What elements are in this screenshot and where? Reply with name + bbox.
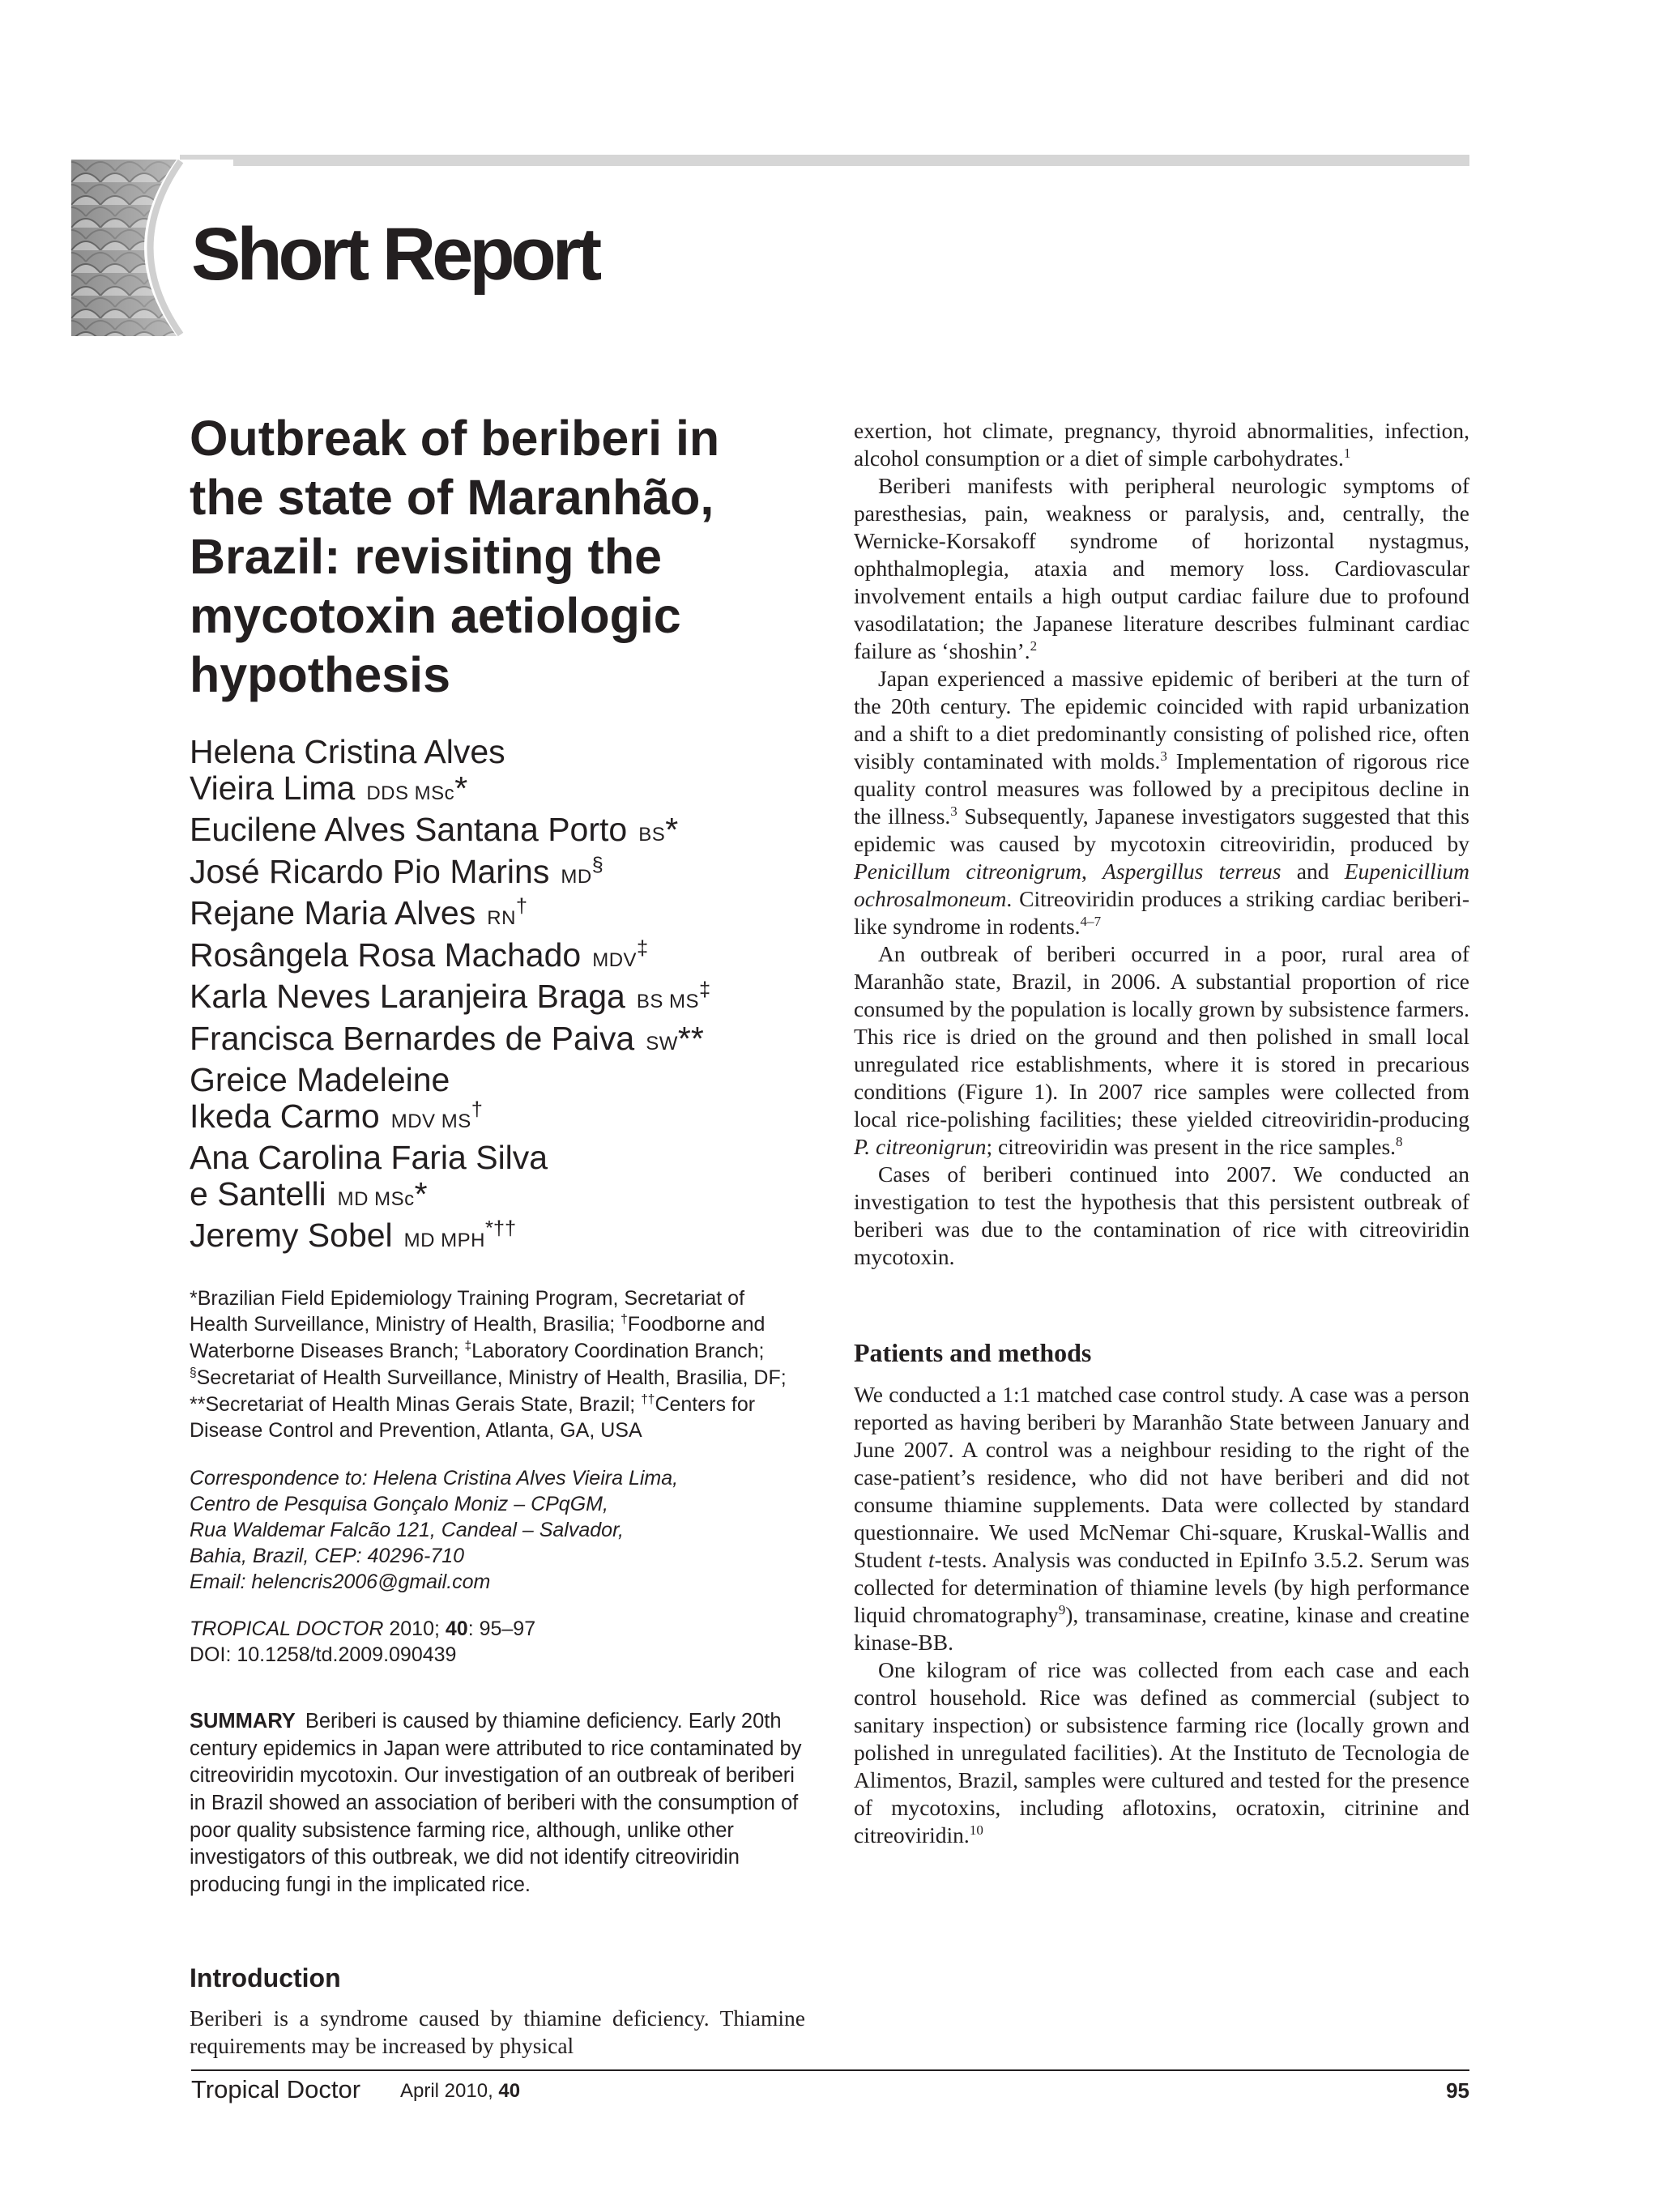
reference-mark: 8 <box>1396 1133 1403 1149</box>
reference-mark: 9 <box>1058 1601 1066 1617</box>
author-degree: SW <box>646 1032 678 1055</box>
footer-issue-date: April 2010, <box>400 2080 499 2102</box>
footer-issue <box>400 2080 520 2103</box>
left-column <box>190 409 805 2060</box>
affiliation-text: Foodborne and Waterborne Diseases Branch; <box>190 1313 766 1363</box>
author-mark: ‡ <box>699 978 711 1001</box>
author-line <box>190 1021 805 1063</box>
body-paragraph <box>854 417 1469 472</box>
paragraph-text: Implementation of rigorous rice quality control measures was followed by a precipitous decline in the illness. <box>854 748 1469 829</box>
footer-rule <box>191 2069 1469 2071</box>
reference-mark: 2 <box>1030 637 1038 654</box>
introduction-text: Beriberi is a syndrome caused by thiamine deficiency. Thiamine requirements may be increased by physical <box>190 2005 805 2059</box>
citation-year: 2010; <box>389 1617 440 1641</box>
author-list <box>190 734 805 1259</box>
reference-mark: 10 <box>969 1822 983 1838</box>
methods-body <box>854 1381 1469 1849</box>
species-name: P. citreonigrun <box>854 1134 987 1159</box>
author-mark: * <box>665 811 679 848</box>
author-degree: MDV <box>592 948 638 971</box>
affiliation-text: Secretariat of Health Surveillance, Ministry of Health, Brasilia, DF; **Secretariat of Health Minas Gerais State, Brazil; <box>190 1366 787 1416</box>
body-paragraph <box>854 1656 1469 1849</box>
body-paragraph: Cases of beriberi continued into 2007. We conducted an investigation to test the hypothesis that this persistent outbreak of beriberi was due to the contamination of rice with citreoviridin mycotoxin. <box>854 1161 1469 1269</box>
body-paragraph <box>854 472 1469 665</box>
correspondence-line: Rua Waldemar Falcão 121, Candeal – Salvador, <box>190 1519 624 1542</box>
author-mark: † <box>515 894 528 918</box>
author-mark: ‡ <box>637 936 649 959</box>
body-paragraph: Japan experienced a massive epidemic of beriberi at the turn of the 20th century. The epidemic coincided with rapid urbanization and a shift to a diet predominantly consisting of polished rice, often visibly contaminated with molds.$^3$ Implementation of rigorous rice quality control measures was followed by a precipitous decline in the illness.$^3$ Subsequently, Japanese investigators suggested that this epidemic was caused by mycotoxin citreoviridin, produced by Penicillum citreonigrum, Aspergillus terreus and Eupenicillium ochrosalmoneum. Citreoviridin produces a striking cardiac beriberi-like syndrome in rodents.$^{4-7}$ <box>854 666 1469 939</box>
footer-issue-volume: 40 <box>498 2080 521 2102</box>
author-line <box>190 1098 805 1140</box>
author-name: Ana Carolina Faria Silva <box>190 1139 548 1176</box>
correspondence-line: Bahia, Brazil, CEP: 40296-710 <box>190 1545 465 1568</box>
author-line <box>190 1140 805 1176</box>
author-degree: MD <box>561 865 592 888</box>
author-line <box>190 1062 805 1098</box>
reference-mark: 4–7 <box>1080 913 1102 929</box>
paragraph-text: One kilogram of rice was collected from each case and each control household. Rice was defined as commercial (subject to sanitary inspection) or subsistence farming rice (locally grown and polished in unregulated facilities). At the Instituto de Tecnologia de Alimentos, Brazil, samples were cultured and tested for the presence of mycotoxins, including aflotoxins, ocratoxin, citrinine and citreoviridin. <box>854 1657 1469 1848</box>
author-degree: BS MS <box>636 991 700 1012</box>
correspondence-email[interactable]: Email: helencris2006@gmail.com <box>190 1571 491 1594</box>
reference-mark: 3 <box>1160 748 1167 764</box>
paragraph-text: Japan experienced a massive epidemic of beriberi at the turn of the 20th century. The epidemic coincided with rapid urbanization and a shift to a diet predominantly consisting of polished rice, often visibly contaminated with molds. <box>854 666 1469 774</box>
correspondence-line: Correspondence to: Helena Cristina Alves Vieira Lima, <box>190 1467 679 1490</box>
reference-mark: 3 <box>950 803 957 819</box>
section-label: Short Report <box>191 213 599 296</box>
paragraph-text: exertion, hot climate, pregnancy, thyroid abnormalities, infection, alcohol consumption or a diet of simple carbohydrates. <box>854 418 1469 471</box>
affiliation-text: *Brazilian Field Epidemiology Training Program, Secretariat of Health Surveillance, Ministry of Health, Brasilia; <box>190 1286 745 1336</box>
header-rule <box>180 155 1469 166</box>
citation-doi[interactable]: DOI: 10.1258/td.2009.090439 <box>190 1643 457 1667</box>
paragraph-text: We conducted a 1:1 matched case control study. A case was a person reported as having beriberi by Maranhão State between January and June 2007. A control was a neighbour residing to the right of the case-patient’s residence, who did not have beriberi and did not consume thiamine supplements. Data were collected by standard questionnaire. We used McNemar Chi-square, Kruskal-Wallis and Student <box>854 1382 1469 1572</box>
affiliation-text: Laboratory Coordination Branch; <box>471 1340 765 1363</box>
citation <box>190 1616 805 1668</box>
author-name: Rosângela Rosa Machado <box>190 936 582 974</box>
correspondence-line: Centro de Pesquisa Gonçalo Moniz – CPqGM, <box>190 1493 608 1516</box>
author-line <box>190 1217 805 1259</box>
summary <box>190 1708 805 1899</box>
author-degree: DDS MSc <box>366 782 455 804</box>
author-line <box>190 854 805 896</box>
right-column <box>854 417 1469 1849</box>
author-name: e Santelli <box>190 1174 326 1213</box>
paragraph-text: ), transaminase, creatine, kinase and creatine kinase-BB. <box>854 1602 1469 1655</box>
summary-label: SUMMARY <box>190 1710 296 1733</box>
author-name: Vieira Lima <box>190 769 356 807</box>
paragraph-text: -tests. Analysis was conducted in EpiInfo 3.5.2. Serum was collected for determination of thiamine levels (by high performance liquid chromatography <box>854 1547 1470 1627</box>
affiliation-mark: ‡ <box>464 1339 472 1353</box>
author-degree: MDV MS <box>390 1110 471 1132</box>
affiliation-mark: § <box>190 1366 197 1380</box>
author-line <box>190 895 805 937</box>
affiliation-mark: † <box>621 1312 628 1327</box>
affiliations <box>190 1285 805 1445</box>
italic-term: t <box>928 1547 935 1572</box>
paragraph-text: Subsequently, Japanese investigators suggested that this epidemic was caused by mycotoxin citreoviridin, produced by <box>854 803 1469 856</box>
author-name: Francisca Bernardes de Paiva <box>190 1019 635 1057</box>
author-line <box>190 734 805 770</box>
author-mark: *†† <box>485 1217 517 1240</box>
paragraph-text: . Citreoviridin produces a striking cardiac beriberi-like syndrome in rodents. <box>854 886 1469 939</box>
article-title: Outbreak of beriberi in the state of Maranhão, Brazil: revisiting the mycotoxin aetiologic hypothesis <box>190 411 720 702</box>
author-degree: MD MSc <box>337 1187 415 1210</box>
species-name: Aspergillus terreus <box>1102 859 1282 884</box>
paragraph-text: ; citreoviridin was present in the rice samples. <box>986 1134 1397 1159</box>
reference-mark: 1 <box>1343 445 1351 461</box>
author-name: Jeremy Sobel <box>190 1217 393 1254</box>
author-mark: † <box>471 1097 483 1120</box>
author-mark: * <box>414 1174 428 1213</box>
paragraph-text: and <box>1281 859 1345 884</box>
affiliation-text: Centers for Disease Control and Prevention, Atlanta, GA, USA <box>190 1392 756 1443</box>
citation-journal: TROPICAL DOCTOR <box>190 1617 384 1641</box>
species-name: Penicillum citreonigrum <box>854 859 1081 884</box>
paragraph-text: An outbreak of beriberi occurred in a poor, rural area of Maranhão state, Brazil, in 2006. A substantial proportion of rice consumed by the population is locally grown by subsistence farmers. This rice is dried on the ground and then polished in small local unregulated rice establishments, where it is stored in precarious conditions (Figure 1). In 2007 rice samples were collected from local rice-polishing facilities; these yielded citreoviridin-producing <box>854 941 1469 1132</box>
author-mark: * <box>454 769 468 807</box>
author-mark: ** <box>677 1019 704 1057</box>
methods-heading: Patients and methods <box>854 1338 1092 1367</box>
correspondence <box>190 1465 805 1595</box>
species-name: Eupenicillium ochrosalmoneum <box>854 859 1469 911</box>
body-paragraph <box>854 1381 1469 1656</box>
author-line <box>190 1176 805 1218</box>
affiliation-mark: †† <box>641 1392 655 1407</box>
author-line <box>190 937 805 979</box>
author-name: Rejane Maria Alves <box>190 894 476 931</box>
author-name: Greice Madeleine <box>190 1061 450 1098</box>
author-line <box>190 978 805 1021</box>
author-name: Eucilene Alves Santana Porto <box>190 811 628 848</box>
author-name: Helena Cristina Alves <box>190 733 505 770</box>
introduction-heading: Introduction <box>190 1963 341 1993</box>
author-name: José Ricardo Pio Marins <box>190 852 550 890</box>
author-name: Karla Neves Laranjeira Braga <box>190 978 625 1015</box>
author-mark: § <box>591 852 603 876</box>
author-name: Ikeda Carmo <box>190 1097 380 1135</box>
author-line <box>190 812 805 854</box>
author-degree: MD MPH <box>403 1230 485 1251</box>
page-number: 95 <box>1446 2078 1469 2103</box>
footer-journal: Tropical Doctor <box>191 2075 361 2103</box>
citation-pages: : 95–97 <box>467 1617 536 1641</box>
summary-text: Beriberi is caused by thiamine deficiency. Early 20th century epidemics in Japan were attributed to rice contaminated by citreoviridin mycotoxin. Our investigation of an outbreak of beriberi in Brazil showed an association of beriberi with the consumption of poor quality subsistence farming rice, although, unlike other investigators of this outbreak, we did not identify citreoviridin producing fungi in the implicated rice. <box>190 1710 802 1896</box>
paragraph-text: Beriberi manifests with peripheral neurologic symptoms of paresthesias, pain, weakness or paralysis, and, centrally, the Wernicke-Korsakoff syndrome of horizontal nystagmus, ophthalmoplegia, ataxia and memory loss. Cardiovascular involvement entails a high output cardiac failure due to profound vasodilatation; the Japanese literature describes fulminant cardiac failure as ‘shoshin’. <box>854 473 1469 663</box>
citation-line <box>190 1616 805 1642</box>
citation-volume: 40 <box>445 1617 468 1641</box>
author-degree: RN <box>487 907 516 929</box>
body-paragraph <box>854 940 1469 1161</box>
author-line <box>190 770 805 812</box>
author-degree: BS <box>638 824 666 846</box>
